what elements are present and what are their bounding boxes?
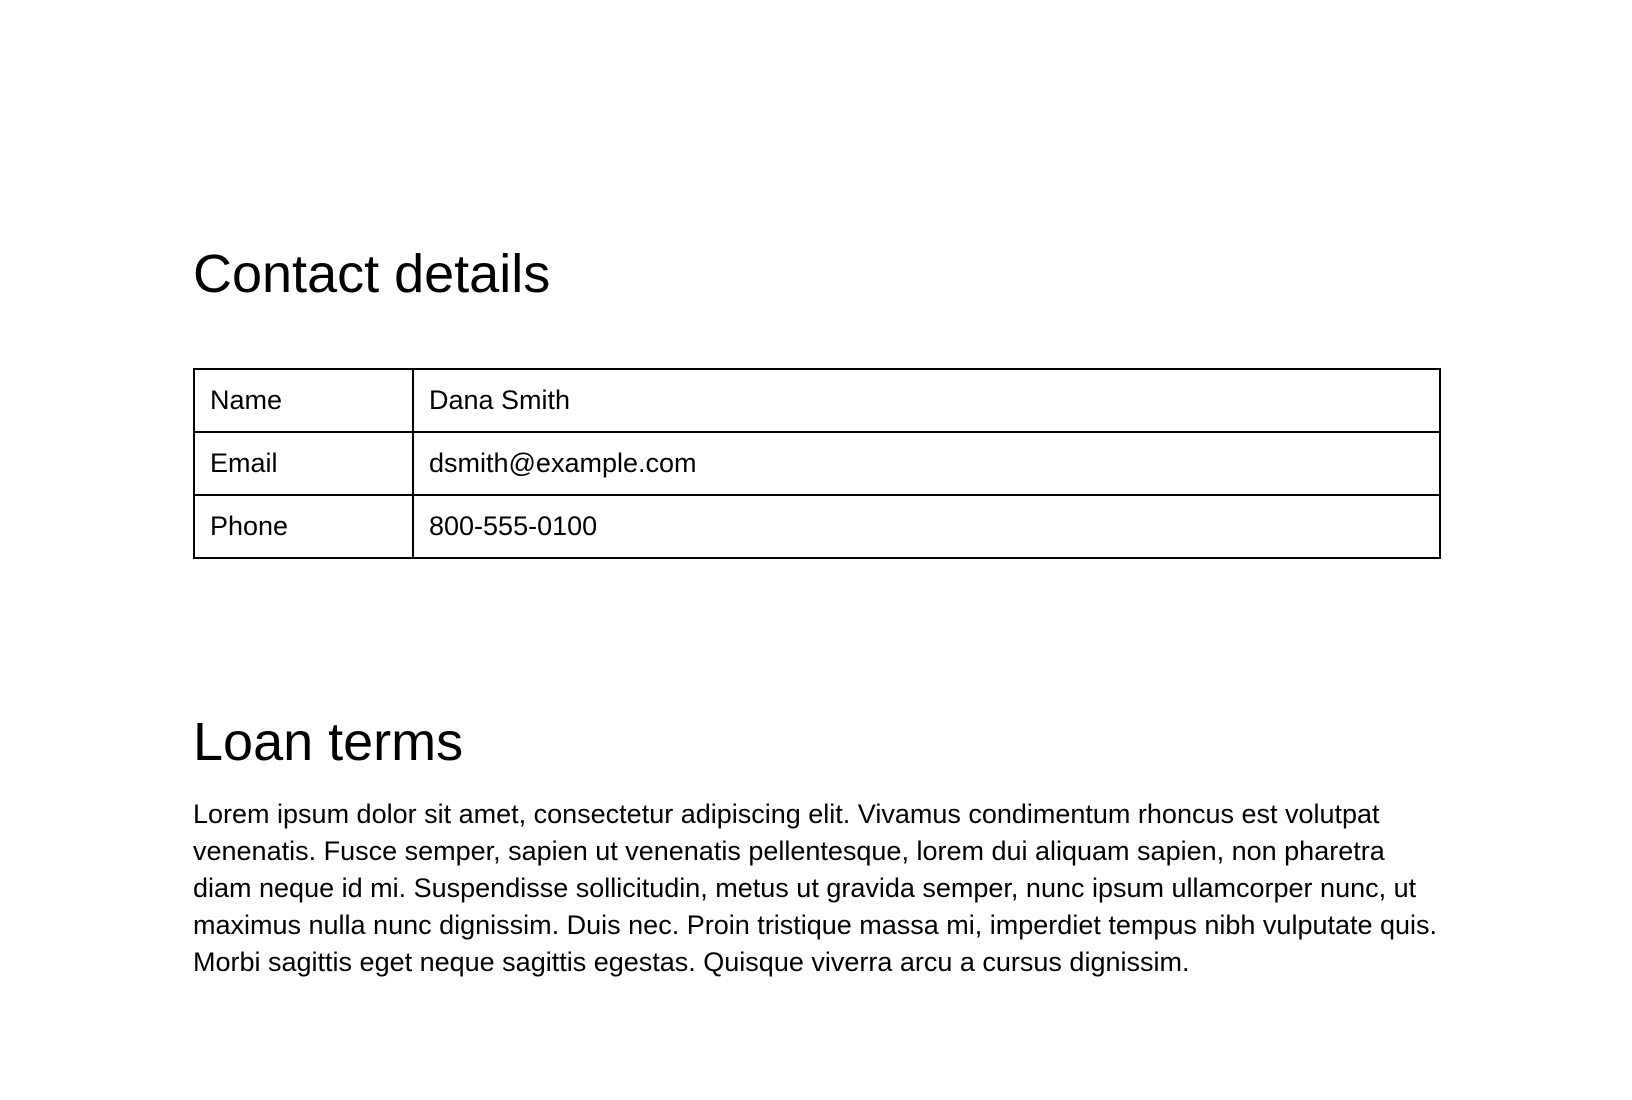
contact-label-cell: Name	[194, 369, 413, 432]
document-page	[193, 0, 1441, 981]
table-row-email	[194, 432, 1440, 495]
contact-label-cell: Phone	[194, 495, 413, 558]
contact-details-heading: Contact details	[193, 244, 551, 304]
loan-terms-paragraph: Lorem ipsum dolor sit amet, consectetur adipiscing elit. Vivamus condimentum rhoncus est volutpat venenatis. Fusce semper, sapien ut venenatis pellentesque, lorem dui aliquam sapien, non pharetra diam neque id mi. Suspendisse sollicitudin, metus ut gravida semper, nunc ipsum ullamcorper nunc, ut maximus nulla nunc dignissim. Duis nec. Proin tristique massa mi, imperdiet tempus nibh vulputate quis. Morbi sagittis eget neque sagittis egestas. Quisque viverra arcu a cursus dignissim.	[193, 799, 1438, 977]
contact-label-cell: Email	[194, 432, 413, 495]
contact-value-cell: 800-555-0100	[413, 495, 1440, 558]
loan-terms-heading: Loan terms	[193, 712, 464, 772]
table-row-phone	[194, 495, 1440, 558]
contact-value-cell: dsmith@example.com	[413, 432, 1440, 495]
table-row-name	[194, 369, 1440, 432]
contact-details-table	[193, 368, 1441, 559]
contact-value-cell: Dana Smith	[413, 369, 1440, 432]
